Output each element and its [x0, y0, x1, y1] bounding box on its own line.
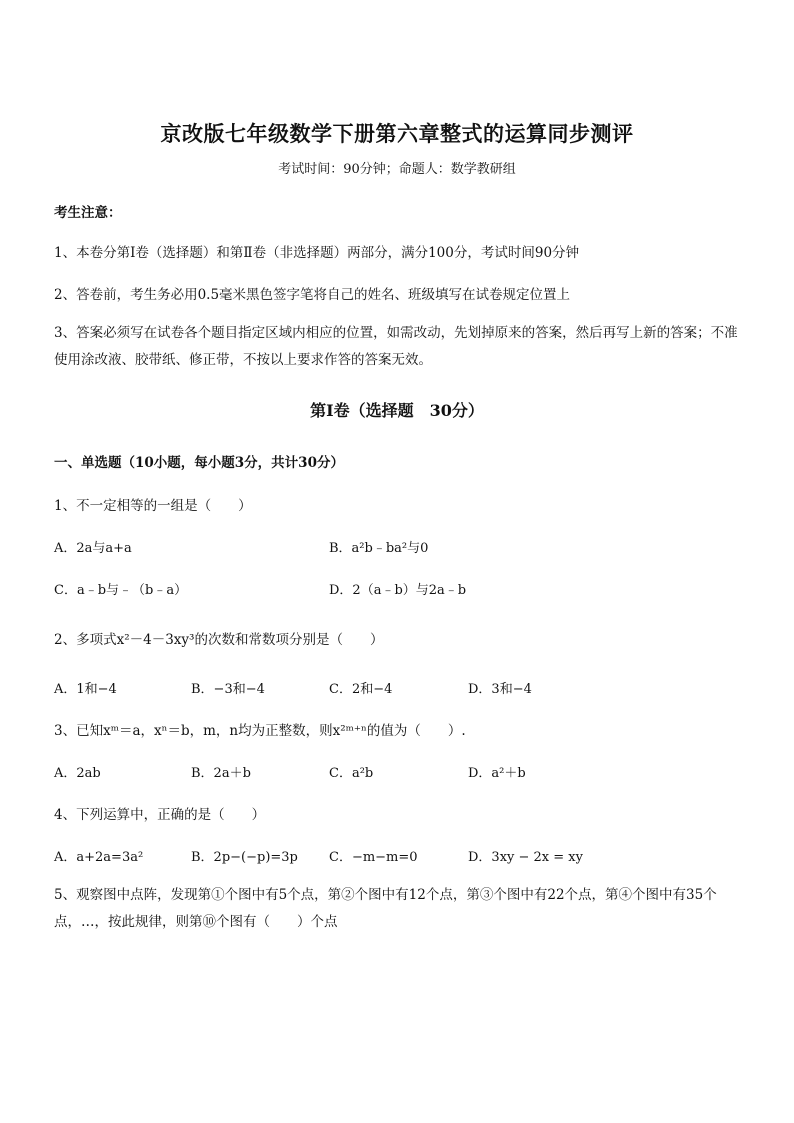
question-3-stem: 3、已知xᵐ＝a，xⁿ＝b，m，n均为正整数，则x²ᵐ⁺ⁿ的值为（ ）. [54, 723, 466, 739]
question-3-option-c: C．a²b [329, 766, 374, 781]
question-3-option-b: B．2a＋b [191, 766, 251, 781]
question-1-option-a: A．2a与a+a [54, 541, 132, 556]
question-3-option-a: A．2ab [54, 766, 101, 781]
section-title: 第Ⅰ卷（选择题 30分） [310, 401, 484, 420]
question-4-option-c: C．−m−m=0 [329, 850, 418, 865]
question-2-stem: 2、多项式x²－4－3xy³的次数和常数项分别是（ ） [54, 632, 384, 648]
notice-heading: 考生注意： [54, 205, 122, 221]
question-4-option-a: A．a+2a=3a² [54, 850, 144, 865]
part-heading: 一、单选题（10小题，每小题3分，共计30分） [54, 455, 344, 471]
question-2-option-a: A．1和−4 [54, 682, 117, 697]
question-1-option-c: C．a﹣b与﹣（b﹣a） [54, 583, 188, 598]
question-1-option-d: D．2（a﹣b）与2a﹣b [329, 583, 467, 598]
question-1-stem: 1、不一定相等的一组是（ ） [54, 498, 252, 514]
question-2-option-c: C．2和−4 [329, 682, 393, 697]
question-4-option-b: B．2p−(−p)=3p [191, 850, 298, 865]
question-4-option-d: D．3xy − 2x = xy [468, 850, 583, 865]
question-3-option-d: D．a²＋b [468, 766, 526, 781]
question-5-stem: 5、观察图中点阵，发现第①个图中有5个点，第②个图中有12个点，第③个图中有22个点，第④个图中有35个点，…，按此规律，则第⑩个图有（ ）个点 [54, 887, 717, 930]
question-1-option-b: B．a²b﹣ba²与0 [329, 541, 429, 556]
question-4-stem: 4、下列运算中，正确的是（ ） [54, 807, 266, 823]
page-title: 京改版七年级数学下册第六章整式的运算同步测评 [160, 121, 634, 146]
question-2-option-b: B．−3和−4 [191, 682, 265, 697]
notice-item-3: 3、答案必须写在试卷各个题目指定区域内相应的位置，如需改动，先划掉原来的答案，然后再写上新的答案；不准使用涂改液、胶带纸、修正带，不按以上要求作答的答案无效。 [54, 325, 738, 368]
notice-item-2: 2、答卷前，考生务必用0.5毫米黑色签字笔将自己的姓名、班级填写在试卷规定位置上 [54, 287, 571, 303]
question-2-option-d: D．3和−4 [468, 682, 532, 697]
exam-info: 考试时间：90分钟；命题人：数学教研组 [278, 162, 516, 177]
notice-item-1: 1、本卷分第Ⅰ卷（选择题）和第Ⅱ卷（非选择题）两部分，满分100分，考试时间90分钟 [54, 245, 580, 261]
